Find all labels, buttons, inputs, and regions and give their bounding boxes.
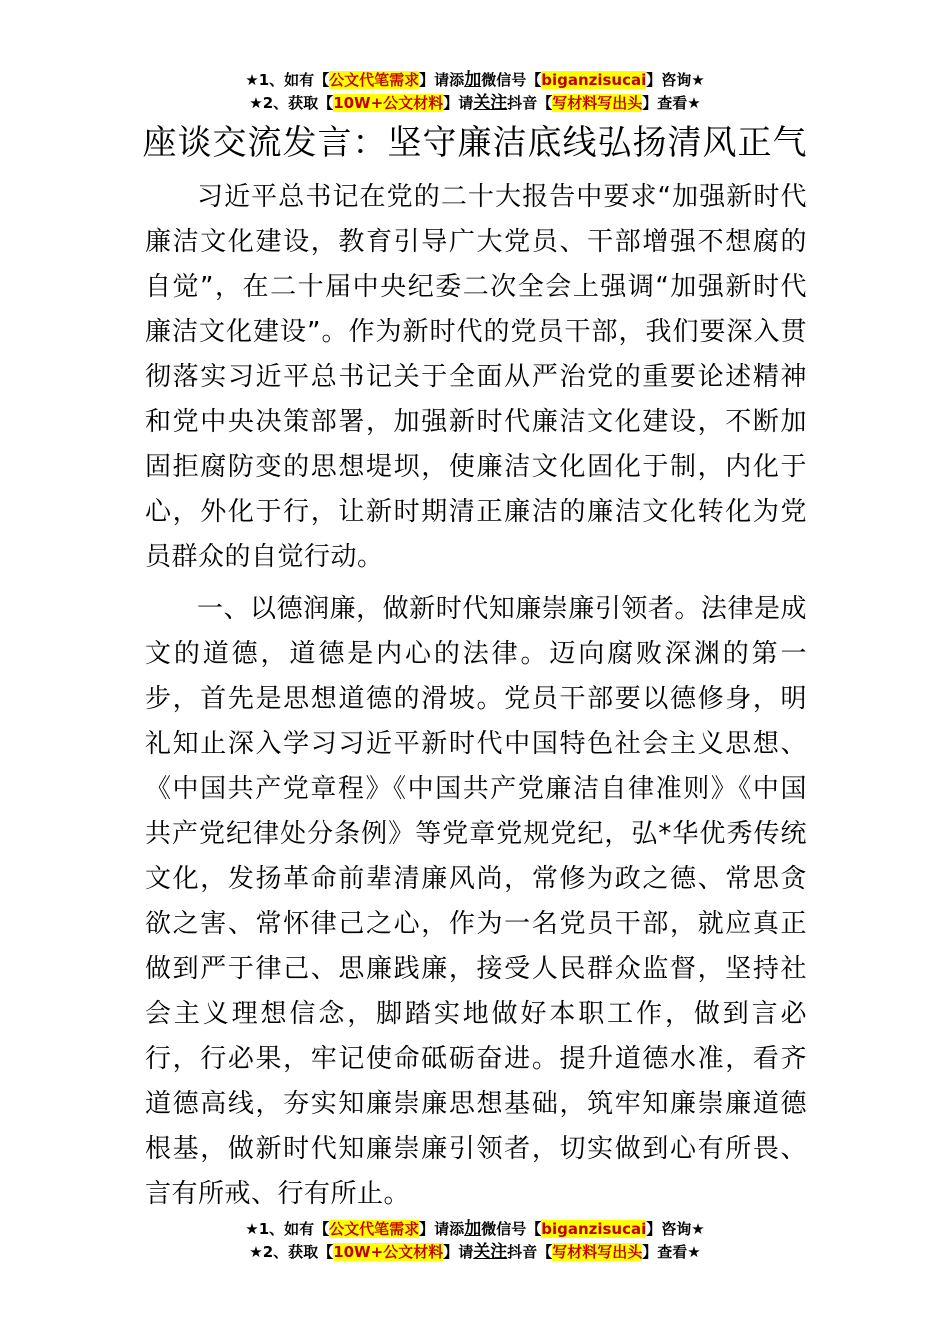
promo-text: 加 (464, 1219, 482, 1239)
promo-text: ★2、获取【 (249, 94, 334, 112)
promo-text: 】请添 (419, 1220, 465, 1238)
promo-text: ★1、如有【 (245, 1220, 330, 1238)
promo-highlight: 写材料写出头 (552, 1243, 643, 1261)
promo-text: 】查看★ (642, 94, 701, 112)
promo-text: 】咨询★ (646, 1220, 705, 1238)
promo-text: ★1、如有【 (245, 71, 330, 89)
document-title: 座谈交流发言：坚守廉洁底线弘扬清风正气 (142, 123, 808, 163)
promo-text: 抖音【 (507, 1243, 553, 1261)
promo-text: 微信号【 (481, 1220, 542, 1238)
body-paragraph: 一、以德润廉，做新时代知廉崇廉引领者。法律是成文的道德，道德是内心的法律。迈向腐败深渊的第一步，首先是思想道德的滑坡。党员干部要以德修身，明礼知止深入学习习近平新时代中国特色社会主义思想、《中国共产党章程》《中国共产党廉洁自律准则》《中国共产党纪律处分条例》等党章党规党纪，弘*华优秀传统文化，发扬革命前辈清廉风尚，常修为政之德、常思贪欲之害、常怀律己之心，作为一名党员干部，就应真正做到严于律己、思廉践廉，接受人民群众监督，坚持社会主义理想信念，脚踏实地做好本职工作，做到言必行，行必果，牢记使命砥砺奋进。提升道德水准，看齐道德高线，夯实知廉崇廉思想基础，筑牢知廉崇廉道德根基，做新时代知廉崇廉引领者，切实做到心有所畏、言有所戒、行有所止。 (145, 594, 807, 1209)
promo-text: 】请 (443, 1243, 474, 1261)
promo-banner-top (0, 69, 950, 115)
promo-highlight: 公文代笔需求 (329, 71, 420, 89)
promo-text: 抖音【 (507, 94, 553, 112)
promo-wechat-id: biganzisucai (541, 71, 647, 89)
promo-text: 】咨询★ (646, 71, 705, 89)
promo-line-1 (0, 69, 950, 92)
promo-highlight: 公文代笔需求 (329, 1220, 420, 1238)
promo-wechat-id: biganzisucai (541, 1220, 647, 1238)
promo-banner-bottom (0, 1218, 950, 1264)
promo-text: 】查看★ (642, 1243, 701, 1261)
promo-text: 加 (464, 70, 482, 90)
promo-highlight: 10W+公文材料 (333, 94, 444, 112)
promo-text: ★2、获取【 (249, 1243, 334, 1261)
promo-line-2 (0, 92, 950, 115)
promo-text: 关注 (473, 93, 508, 113)
body-paragraph: 习近平总书记在党的二十大报告中要求“加强新时代廉洁文化建设，教育引导广大党员、干部增强不想腐的自觉”，在二十届中央纪委二次全会上强调“加强新时代廉洁文化建设”。作为新时代的党员干部，我们要深入贯彻落实习近平总书记关于全面从严治党的重要论述精神和党中央决策部署，加强新时代廉洁文化建设，不断加固拒腐防变的思想堤坝，使廉洁文化固化于制，内化于心，外化于行，让新时期清正廉洁的廉洁文化转化为党员群众的自觉行动。 (145, 182, 807, 572)
promo-text: 关注 (473, 1242, 508, 1262)
promo-line-1 (0, 1218, 950, 1241)
promo-text: 】请 (443, 94, 474, 112)
promo-line-2 (0, 1241, 950, 1264)
promo-text: 】请添 (419, 71, 465, 89)
promo-text: 微信号【 (481, 71, 542, 89)
promo-highlight: 10W+公文材料 (333, 1243, 444, 1261)
promo-highlight: 写材料写出头 (552, 94, 643, 112)
